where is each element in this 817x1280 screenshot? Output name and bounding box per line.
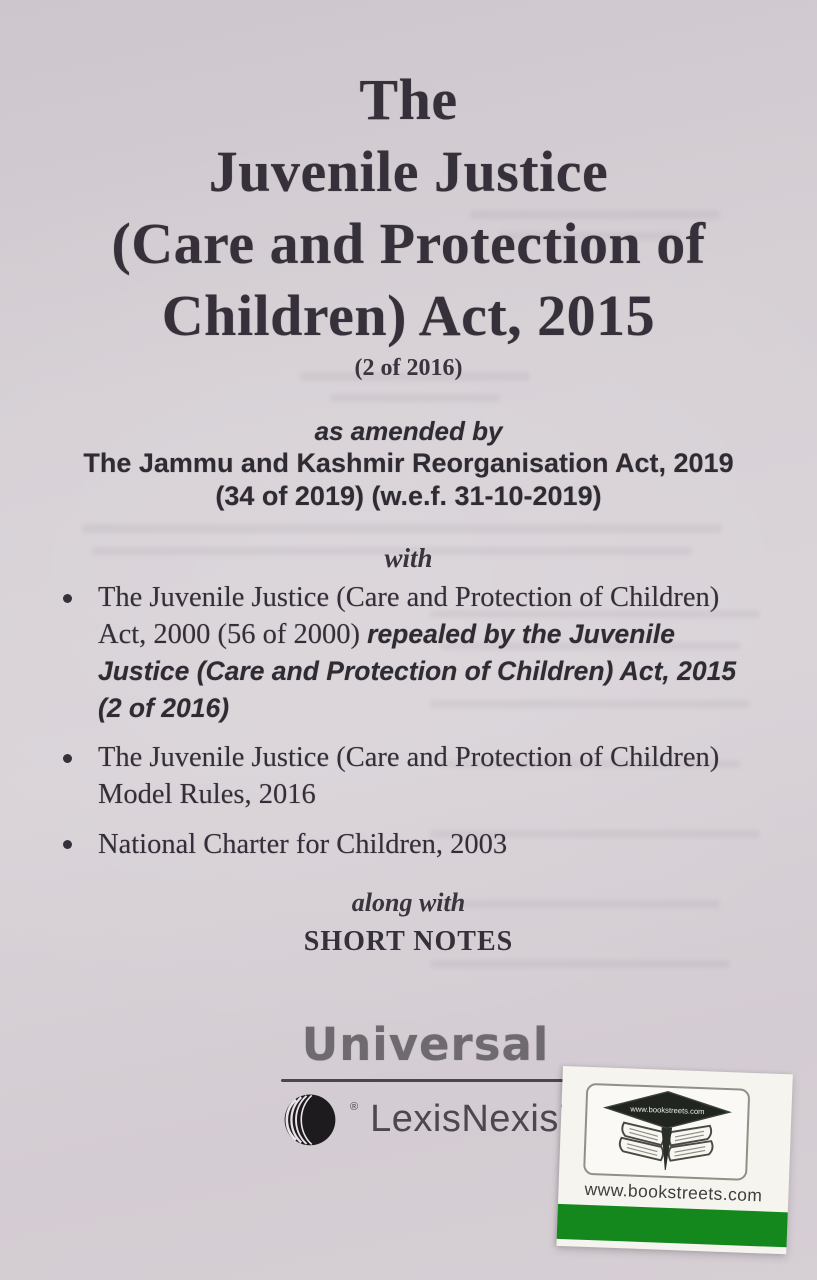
list-item-emphasis: repealed by the Juvenile Justice (Care and Protection of Children) Act, 2015 (2 of 2016) bbox=[98, 619, 737, 723]
bullet-icon bbox=[63, 754, 72, 763]
list-item bbox=[57, 740, 763, 813]
title-line: Children) Act, 2015 bbox=[161, 283, 656, 348]
sticker-url: www.bookstreets.com bbox=[584, 1178, 763, 1206]
short-notes-label: SHORT NOTES bbox=[303, 926, 514, 957]
bookstreets-sticker bbox=[556, 1066, 792, 1254]
sticker-cap-text: www.bookstreets.com bbox=[630, 1104, 705, 1117]
amendment-heading: as amended by bbox=[314, 416, 503, 446]
bullet-icon bbox=[63, 594, 72, 603]
title-line: The bbox=[359, 67, 458, 132]
amendment-act: The Jammu and Kashmir Reorganisation Act, 2019 bbox=[83, 448, 734, 478]
amendment-details: (34 of 2019) (w.e.f. 31-10-2019) bbox=[215, 481, 602, 511]
registered-mark: ® bbox=[350, 1101, 359, 1113]
publisher-divider bbox=[281, 1079, 571, 1082]
list-item-text: National Charter for Children, 2003 bbox=[98, 829, 508, 860]
contents-list bbox=[57, 580, 763, 876]
list-item bbox=[57, 580, 763, 727]
with-label: with bbox=[384, 543, 433, 573]
list-item bbox=[57, 826, 763, 863]
title-line: Juvenile Justice bbox=[208, 139, 609, 204]
amendment-block bbox=[0, 416, 817, 513]
bookstreets-logo-icon bbox=[591, 1087, 742, 1176]
along-with-label: along with bbox=[351, 888, 466, 917]
book-title bbox=[0, 64, 817, 352]
bookstreets-logo-box bbox=[583, 1083, 750, 1181]
list-item-text: The Juvenile Justice (Care and Protection of Children) Model Rules, 2016 bbox=[98, 742, 720, 810]
bullet-icon bbox=[63, 840, 72, 849]
universal-logo: Universal bbox=[301, 1018, 550, 1071]
sticker-green-band bbox=[557, 1204, 788, 1247]
lexisnexis-globe-icon bbox=[282, 1091, 338, 1147]
act-number: (2 of 2016) bbox=[354, 355, 463, 381]
list-item-text: The Juvenile Justice (Care and Protection of Children) Act, 2000 (56 of 2000) bbox=[98, 582, 720, 650]
title-line: (Care and Protection of bbox=[111, 211, 706, 276]
lexisnexis-wordmark: LexisNexis bbox=[370, 1097, 559, 1140]
